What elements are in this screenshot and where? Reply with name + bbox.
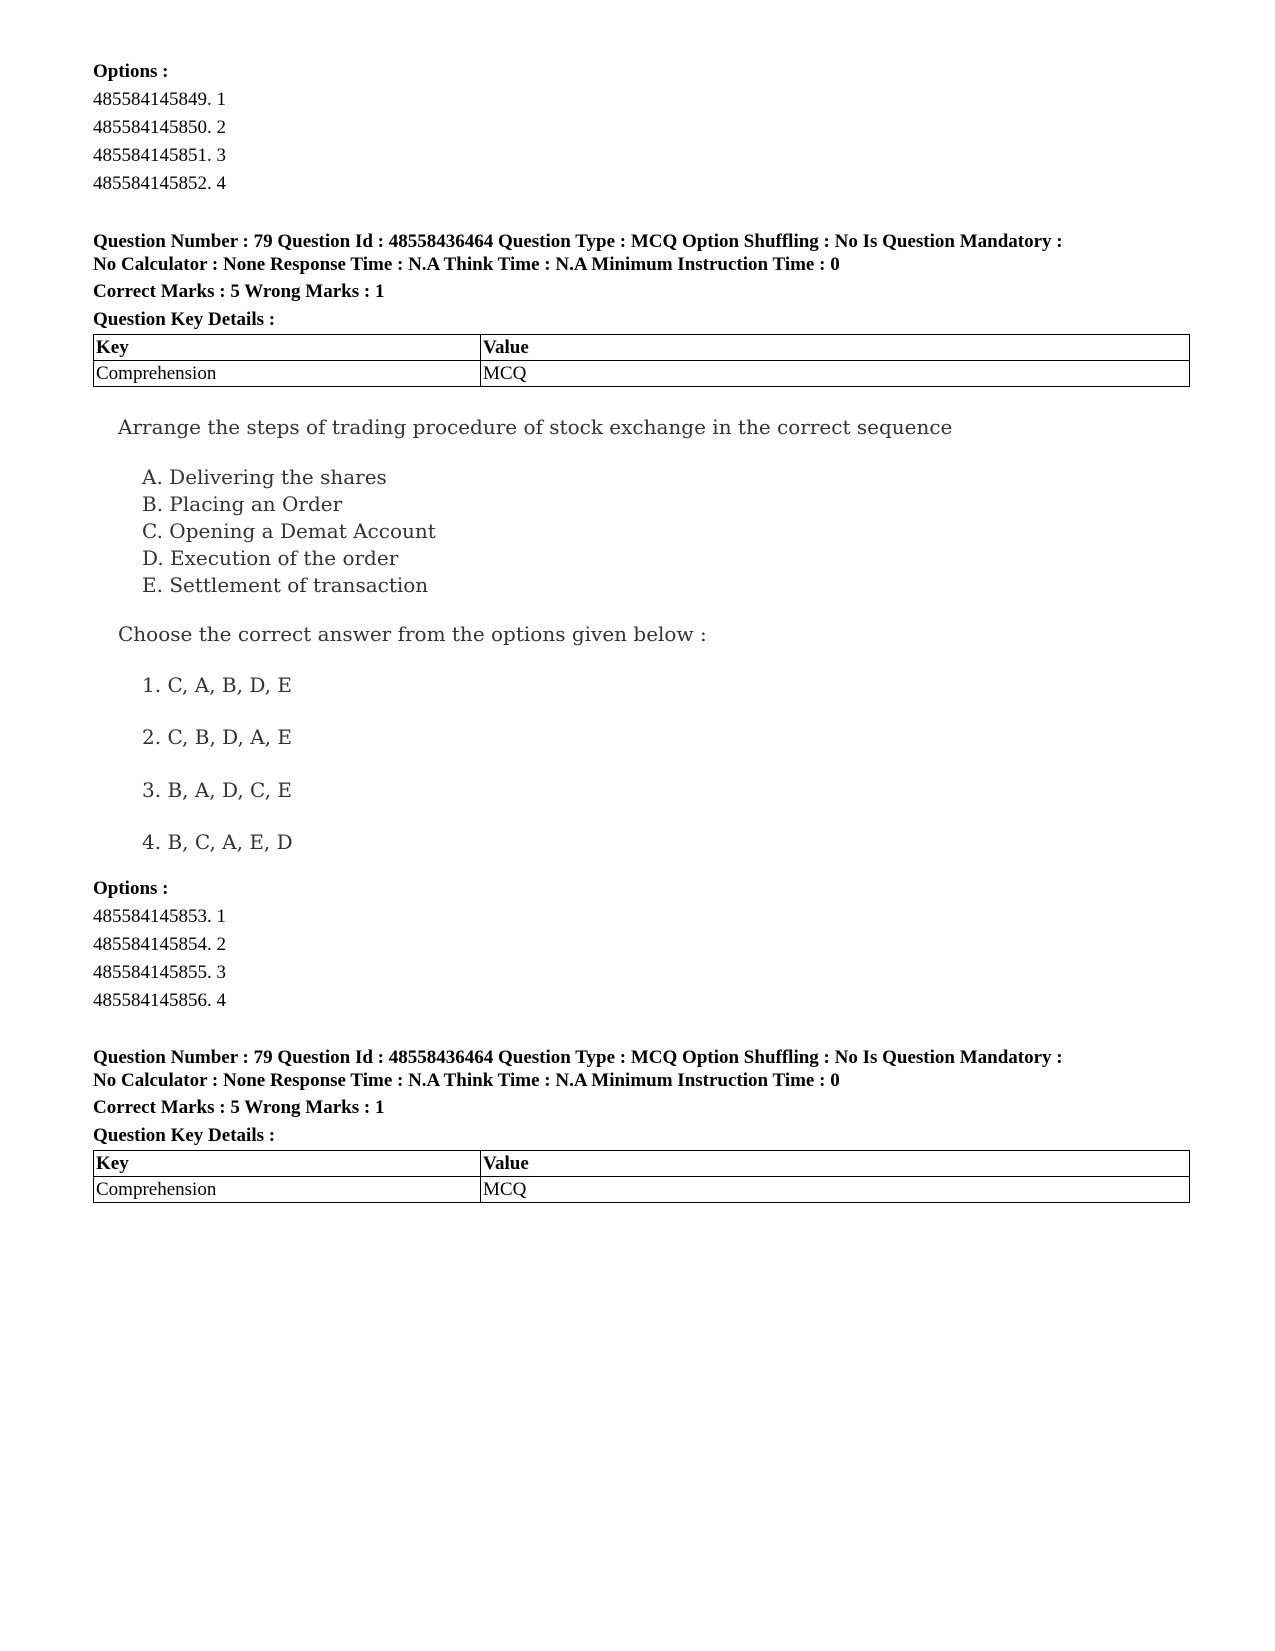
table-cell-value: MCQ [481, 1177, 1190, 1203]
question-header [93, 1046, 1183, 1203]
answer-choice: 2. C, B, D, A, E [142, 725, 292, 749]
step-item: A. Delivering the shares [142, 465, 387, 489]
question-stem: Arrange the steps of trading procedure of stock exchange in the correct sequence [118, 415, 953, 439]
option-item: 485584145849. 1 [93, 89, 226, 110]
key-details-table [93, 1150, 1190, 1203]
option-item: 485584145851. 3 [93, 145, 226, 166]
step-item: E. Settlement of transaction [142, 573, 429, 597]
option-item: 485584145850. 2 [93, 117, 226, 138]
option-item: 485584145856. 4 [93, 990, 226, 1011]
table-cell-key: Comprehension [94, 361, 481, 387]
answer-choice: 4. B, C, A, E, D [142, 830, 293, 854]
question-meta-line-2: No Calculator : None Response Time : N.A Think Time : N.A Minimum Instruction Time : 0 [93, 254, 840, 275]
answer-choice: 1. C, A, B, D, E [142, 673, 292, 697]
step-item: C. Opening a Demat Account [142, 519, 436, 543]
option-item: 485584145855. 3 [93, 962, 226, 983]
question-meta-line-2: No Calculator : None Response Time : N.A Think Time : N.A Minimum Instruction Time : 0 [93, 1070, 840, 1091]
table-header-value: Value [481, 335, 1190, 361]
question-meta-line-1: Question Number : 79 Question Id : 48558436464 Question Type : MCQ Option Shuffling : No Is Question Mandatory : [93, 1047, 1063, 1068]
table-header-value: Value [481, 1151, 1190, 1177]
key-details-label: Question Key Details : [93, 309, 276, 330]
key-details-label: Question Key Details : [93, 1125, 276, 1146]
step-item: D. Execution of the order [142, 546, 399, 570]
option-item: 485584145854. 2 [93, 934, 226, 955]
options-heading: Options : [93, 61, 169, 82]
options-heading: Options : [93, 878, 169, 899]
key-details-table [93, 334, 1190, 387]
answer-choice: 3. B, A, D, C, E [142, 778, 292, 802]
question-header [93, 230, 1183, 387]
marks-line: Correct Marks : 5 Wrong Marks : 1 [93, 281, 385, 302]
question-meta-line-1: Question Number : 79 Question Id : 48558436464 Question Type : MCQ Option Shuffling : No Is Question Mandatory : [93, 231, 1063, 252]
question-options [93, 875, 1183, 1015]
option-item: 485584145852. 4 [93, 173, 226, 194]
table-cell-value: MCQ [481, 361, 1190, 387]
step-item: B. Placing an Order [142, 492, 343, 516]
table-cell-key: Comprehension [94, 1177, 481, 1203]
choose-instruction: Choose the correct answer from the options given below : [118, 622, 707, 646]
table-header-key: Key [94, 335, 481, 361]
marks-line: Correct Marks : 5 Wrong Marks : 1 [93, 1097, 385, 1118]
table-header-key: Key [94, 1151, 481, 1177]
option-item: 485584145853. 1 [93, 906, 226, 927]
top-options [93, 58, 1183, 198]
